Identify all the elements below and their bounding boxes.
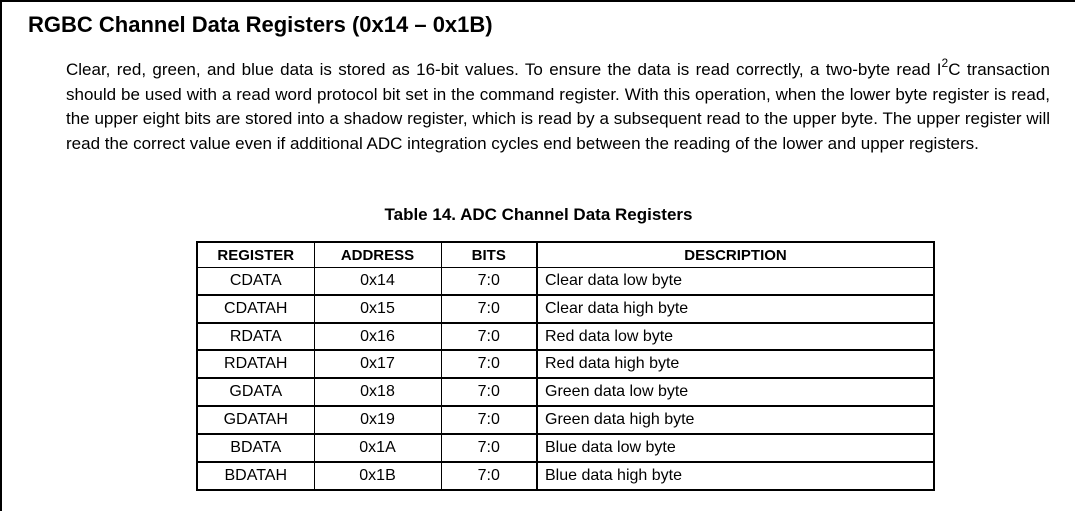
- cell-bits: 7:0: [441, 323, 537, 351]
- column-header-bits: BITS: [441, 242, 537, 268]
- column-header-address: ADDRESS: [314, 242, 441, 268]
- paragraph-text-after-superscript: C transaction should be used with a read word protocol bit set in the command register. With this operation, when the lower byte register is read, the upper eight bits are stored into a shadow register, which is read by a subsequent read to the upper byte. The upper register will read the correct value even if additional ADC integration cycles end between the reading of the lower and upper registers.: [66, 60, 1050, 153]
- cell-bits: 7:0: [441, 434, 537, 462]
- table-row: [197, 434, 934, 462]
- cell-description: Clear data low byte: [537, 268, 934, 295]
- cell-bits: 7:0: [441, 378, 537, 406]
- cell-bits: 7:0: [441, 462, 537, 490]
- adc-channel-data-registers-table: [196, 241, 935, 491]
- table-header-row: [197, 242, 934, 268]
- cell-address: 0x19: [314, 406, 441, 434]
- table-row: [197, 378, 934, 406]
- cell-register: GDATA: [197, 378, 314, 406]
- cell-description: Red data high byte: [537, 350, 934, 378]
- cell-address: 0x18: [314, 378, 441, 406]
- cell-bits: 7:0: [441, 295, 537, 323]
- cell-bits: 7:0: [441, 268, 537, 295]
- cell-address: 0x17: [314, 350, 441, 378]
- cell-bits: 7:0: [441, 350, 537, 378]
- i2c-superscript: 2: [941, 56, 949, 71]
- cell-description: Blue data low byte: [537, 434, 934, 462]
- cell-register: RDATAH: [197, 350, 314, 378]
- cell-address: 0x15: [314, 295, 441, 323]
- table-row: [197, 350, 934, 378]
- cell-address: 0x1A: [314, 434, 441, 462]
- cell-register: GDATAH: [197, 406, 314, 434]
- table-body: [197, 268, 934, 491]
- table-header: [197, 242, 934, 268]
- table-row: [197, 295, 934, 323]
- cell-register: BDATAH: [197, 462, 314, 490]
- cell-register: CDATAH: [197, 295, 314, 323]
- cell-register: BDATA: [197, 434, 314, 462]
- column-header-register: REGISTER: [197, 242, 314, 268]
- cell-description: Blue data high byte: [537, 462, 934, 490]
- cell-register: RDATA: [197, 323, 314, 351]
- cell-description: Clear data high byte: [537, 295, 934, 323]
- cell-description: Green data high byte: [537, 406, 934, 434]
- cell-address: 0x16: [314, 323, 441, 351]
- table-row: [197, 462, 934, 490]
- section-heading: RGBC Channel Data Registers (0x14 – 0x1B): [28, 12, 493, 37]
- cell-description: Red data low byte: [537, 323, 934, 351]
- table-row: [197, 323, 934, 351]
- cell-bits: 7:0: [441, 406, 537, 434]
- body-paragraph: [66, 58, 1050, 156]
- cell-description: Green data low byte: [537, 378, 934, 406]
- cell-address: 0x14: [314, 268, 441, 295]
- table-row: [197, 268, 934, 295]
- table-row: [197, 406, 934, 434]
- table-caption: Table 14. ADC Channel Data Registers: [384, 205, 693, 224]
- column-header-description: DESCRIPTION: [537, 242, 934, 268]
- cell-register: CDATA: [197, 268, 314, 295]
- paragraph-text-before-superscript: Clear, red, green, and blue data is stored as 16-bit values. To ensure the data is read correctly, a two-byte read I: [66, 60, 942, 79]
- cell-address: 0x1B: [314, 462, 441, 490]
